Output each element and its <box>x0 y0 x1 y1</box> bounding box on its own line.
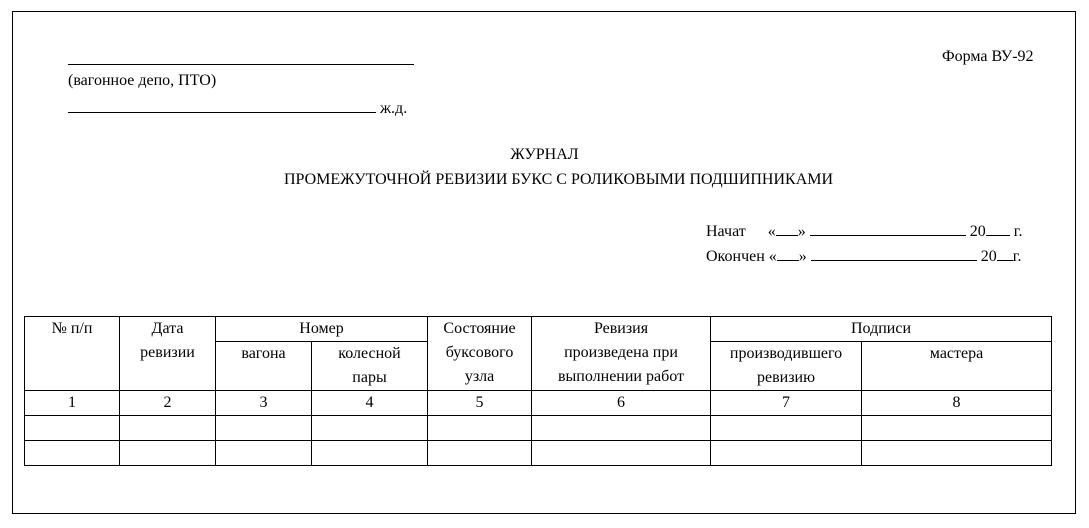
started-row <box>706 220 1023 241</box>
col-date-header-line1: Дата <box>151 320 184 337</box>
col-date-header <box>120 317 216 391</box>
col-revision-header-line1: Ревизия <box>593 320 649 337</box>
revision-table <box>24 316 1052 466</box>
column-number-row <box>25 391 1052 416</box>
column-number: 6 <box>532 391 711 416</box>
started-quote-open: « <box>767 223 776 240</box>
started-quote-close: » <box>797 223 806 240</box>
started-month-blank[interactable] <box>810 220 966 236</box>
ended-quote-open: « <box>768 248 777 265</box>
started-year-prefix: 20 <box>969 223 986 240</box>
col-performer-header-line1: производившего <box>729 345 843 362</box>
col-date-header-line2: ревизии <box>140 344 195 361</box>
column-number: 5 <box>428 391 532 416</box>
col-state-header-line2: буксового <box>445 344 514 361</box>
column-number: 1 <box>25 391 120 416</box>
col-wheel-header-line1: колесной <box>338 345 401 362</box>
ended-day-blank[interactable] <box>777 245 799 261</box>
railway-line <box>68 97 407 118</box>
ended-year-prefix: 20 <box>980 248 997 265</box>
started-year-blank[interactable] <box>986 220 1010 236</box>
depot-blank-line[interactable] <box>68 64 414 65</box>
table-row <box>25 441 1052 466</box>
depot-caption: (вагонное депо, ПТО) <box>68 72 217 89</box>
column-number: 7 <box>711 391 862 416</box>
col-wagon-header: вагона <box>216 342 312 391</box>
col-state-header <box>428 317 532 391</box>
column-number: 8 <box>862 391 1052 416</box>
ended-year-blank[interactable] <box>997 245 1013 261</box>
ended-month-blank[interactable] <box>811 245 977 261</box>
started-label: Начат <box>706 223 746 240</box>
journal-subtitle: ПРОМЕЖУТОЧНОЙ РЕВИЗИИ БУКС С РОЛИКОВЫМИ ПОДШИПНИКАМИ <box>283 171 834 188</box>
table-cell[interactable] <box>25 441 120 466</box>
table-row <box>25 416 1052 441</box>
table-cell[interactable] <box>711 416 862 441</box>
table-cell[interactable] <box>862 441 1052 466</box>
column-number: 2 <box>120 391 216 416</box>
railway-suffix: ж.д. <box>380 100 408 117</box>
started-day-blank[interactable] <box>776 220 798 236</box>
railway-blank[interactable] <box>68 97 376 113</box>
col-master-header: мастера <box>862 342 1052 391</box>
table-cell[interactable] <box>532 441 711 466</box>
col-wheel-header <box>312 342 428 391</box>
table-cell[interactable] <box>216 416 312 441</box>
col-wheel-header-line2: пары <box>352 369 387 386</box>
column-number: 3 <box>216 391 312 416</box>
col-performer-header <box>711 342 862 391</box>
col-revision-header-line2: произведена при <box>564 344 678 361</box>
col-state-header-line1: Состояние <box>443 320 516 337</box>
col-performer-header-line2: ревизию <box>756 369 816 386</box>
table-cell[interactable] <box>120 441 216 466</box>
col-revision-header <box>532 317 711 391</box>
table-cell[interactable] <box>216 441 312 466</box>
table-cell[interactable] <box>312 441 428 466</box>
col-num-header: № п/п <box>25 317 120 391</box>
col-revision-header-line3: выполнении работ <box>558 368 685 385</box>
ended-label: Окончен <box>706 248 765 265</box>
col-signatures-group-header: Подписи <box>711 317 1052 342</box>
table-cell[interactable] <box>312 416 428 441</box>
col-number-group-header: Номер <box>216 317 428 342</box>
table-cell[interactable] <box>428 416 532 441</box>
column-number: 4 <box>312 391 428 416</box>
ended-row <box>706 245 1022 266</box>
ended-quote-close: » <box>798 248 807 265</box>
table-cell[interactable] <box>862 416 1052 441</box>
table-cell[interactable] <box>532 416 711 441</box>
header-row-1 <box>25 317 1052 342</box>
table-cell[interactable] <box>120 416 216 441</box>
col-state-header-line3: узла <box>464 368 495 385</box>
form-label: Форма ВУ-92 <box>942 48 1034 65</box>
table-cell[interactable] <box>428 441 532 466</box>
table-cell[interactable] <box>711 441 862 466</box>
ended-year-suffix: г. <box>1012 248 1022 265</box>
table-cell[interactable] <box>25 416 120 441</box>
started-year-suffix: г. <box>1013 223 1023 240</box>
journal-title: ЖУРНАЛ <box>510 146 579 163</box>
